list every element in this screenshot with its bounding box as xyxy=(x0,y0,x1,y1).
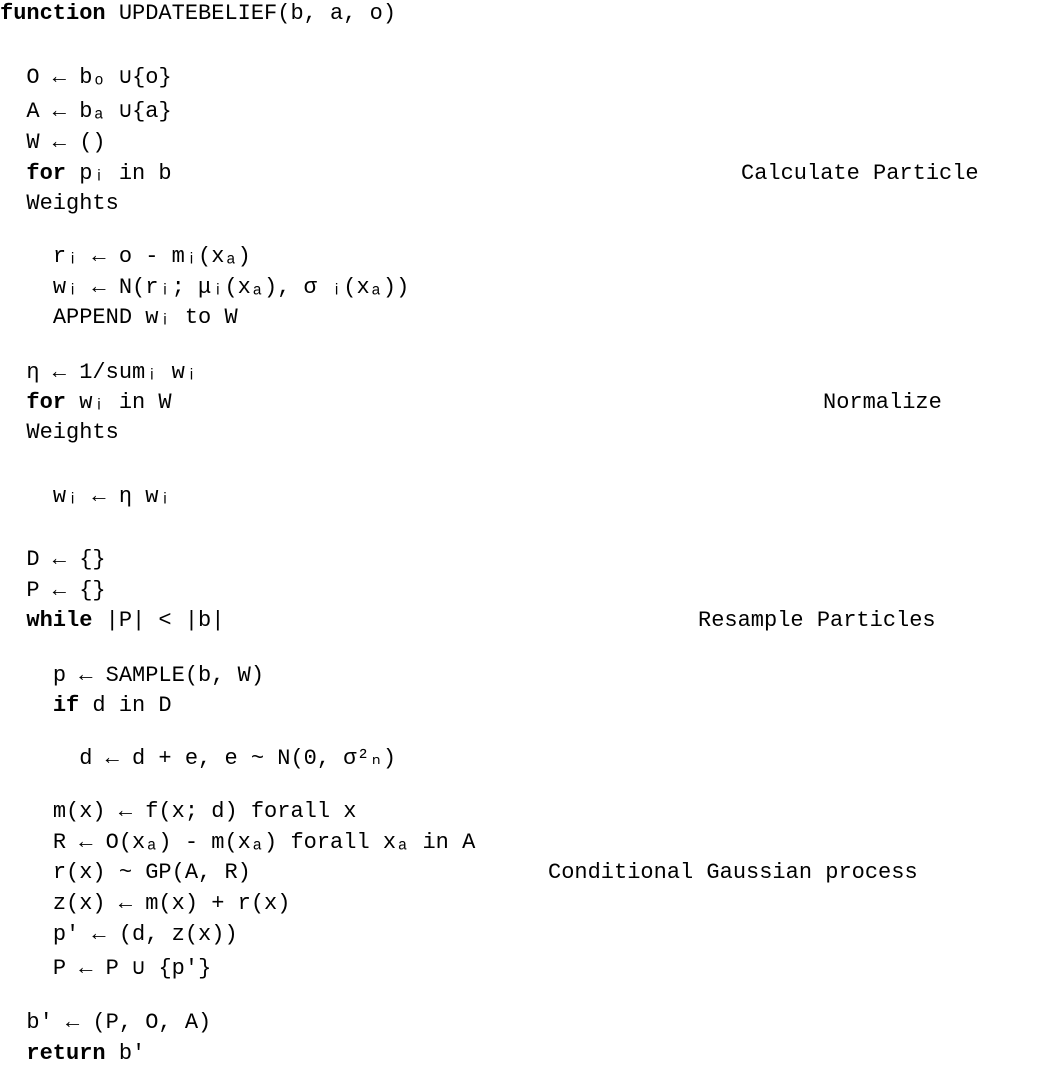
indent xyxy=(0,360,26,385)
code-line xyxy=(0,359,198,387)
statement: rᵢ ← o - mᵢ(xₐ) xyxy=(52,244,251,269)
indent xyxy=(0,305,53,330)
code-line xyxy=(0,859,251,887)
comment-calculate-particle: Calculate Particle xyxy=(741,161,979,186)
keyword-while: while xyxy=(26,608,93,633)
statement: m(x) ← f(x; d) forall x xyxy=(52,799,357,824)
code-line xyxy=(0,1009,211,1037)
statement: η ← 1/sumᵢ wᵢ xyxy=(26,360,199,385)
code-line xyxy=(0,64,172,92)
statement: O ← bₒ ∪{o} xyxy=(26,65,172,90)
code-line xyxy=(0,577,106,605)
comment-continuation: Weights xyxy=(26,420,119,445)
indent xyxy=(0,693,53,718)
indent xyxy=(0,420,26,445)
indent xyxy=(0,922,53,947)
indent xyxy=(0,1010,26,1035)
statement: d ← d + e, e ~ N(0, σ²ₙ) xyxy=(79,746,397,771)
statement: z(x) ← m(x) + r(x) xyxy=(52,891,291,916)
statement: P ← P ∪ {p′} xyxy=(52,956,212,981)
function-signature: UPDATEBELIEF(b, a, o) xyxy=(105,1,397,26)
code-line xyxy=(0,243,251,271)
indent xyxy=(0,65,26,90)
statement: APPEND wᵢ to W xyxy=(52,305,238,330)
indent xyxy=(0,191,26,216)
code-line xyxy=(0,129,106,157)
indent xyxy=(0,663,53,688)
indent xyxy=(0,830,53,855)
indent xyxy=(0,547,26,572)
comment-continuation: Weights xyxy=(26,191,119,216)
indent xyxy=(0,1041,26,1066)
code-line xyxy=(0,98,172,126)
statement: b′ ← (P, O, A) xyxy=(26,1010,212,1035)
indent xyxy=(0,799,53,824)
indent xyxy=(0,891,53,916)
code-line xyxy=(0,1040,145,1068)
code-line xyxy=(0,389,172,417)
statement: wᵢ ← η wᵢ xyxy=(52,484,172,509)
statement: p′ ← (d, z(x)) xyxy=(52,922,238,947)
indent xyxy=(0,161,26,186)
function-header xyxy=(0,0,396,28)
code-line xyxy=(0,304,238,332)
code-line xyxy=(0,692,172,720)
statement: r(x) ~ GP(A, R) xyxy=(52,860,251,885)
statement: W ← () xyxy=(26,130,106,155)
indent xyxy=(0,860,53,885)
comment-normalize: Normalize xyxy=(823,390,942,415)
indent xyxy=(0,956,53,981)
comment-resample-particles: Resample Particles xyxy=(698,608,936,633)
keyword-for: for xyxy=(26,161,67,186)
code-line xyxy=(0,921,238,949)
keyword-for: for xyxy=(26,390,67,415)
indent xyxy=(0,608,26,633)
statement: R ← O(xₐ) - m(xₐ) forall xₐ in A xyxy=(52,830,476,855)
code-line xyxy=(0,829,475,857)
statement: b′ xyxy=(105,1041,146,1066)
statement: D ← {} xyxy=(26,547,106,572)
keyword-function: function xyxy=(0,1,106,26)
code-line xyxy=(0,662,264,690)
comment-conditional-gp: Conditional Gaussian process xyxy=(548,860,918,885)
code-line xyxy=(0,798,356,826)
indent xyxy=(0,275,53,300)
statement: |P| < |b| xyxy=(92,608,225,633)
code-line xyxy=(0,745,396,773)
code-line xyxy=(0,955,211,983)
statement: p ← SAMPLE(b, W) xyxy=(52,663,265,688)
indent xyxy=(0,390,26,415)
statement: wᵢ ← N(rᵢ; μᵢ(xₐ), σ ᵢ(xₐ)) xyxy=(52,275,410,300)
indent xyxy=(0,746,79,771)
statement: wᵢ in W xyxy=(66,390,172,415)
code-line xyxy=(0,274,409,302)
code-line xyxy=(0,160,172,188)
indent xyxy=(0,578,26,603)
code-line xyxy=(0,419,119,447)
indent xyxy=(0,99,26,124)
code-line xyxy=(0,607,224,635)
indent xyxy=(0,130,26,155)
statement: A ← bₐ ∪{a} xyxy=(26,99,172,124)
indent xyxy=(0,244,53,269)
code-line xyxy=(0,483,172,511)
indent xyxy=(0,484,53,509)
code-line xyxy=(0,190,119,218)
statement: d in D xyxy=(79,693,172,718)
keyword-if: if xyxy=(52,693,80,718)
statement: pᵢ in b xyxy=(66,161,172,186)
keyword-return: return xyxy=(26,1041,106,1066)
statement: P ← {} xyxy=(26,578,106,603)
code-line xyxy=(0,890,290,918)
code-line xyxy=(0,546,106,574)
